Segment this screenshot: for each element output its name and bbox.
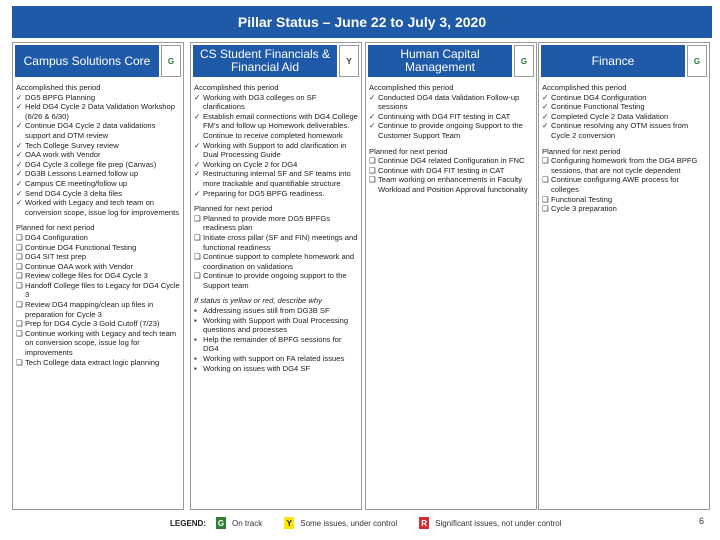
list-item: ❑ Continue OAA work with Vendor: [16, 261, 134, 271]
accomplished-list: [369, 93, 533, 141]
legend: [170, 516, 583, 530]
list-item: ❑ Continue with DG4 FIT testing in CAT: [369, 165, 505, 175]
column-title: Campus Solutions Core: [15, 45, 159, 77]
list-item: ✓ Continuing with DG4 FIT testing in CAT: [369, 111, 511, 121]
list-item: ❑ Initiate cross pillar (SF and FIN) meetings and functional readiness: [194, 232, 358, 252]
check-icon: ✓: [16, 140, 23, 150]
list-item: ❑ DG4 Configuration: [16, 232, 88, 242]
list-item: ❑ Team working on enhancements in Faculty Workload and Position Approval functionality: [369, 175, 528, 194]
check-icon: ✓: [369, 92, 376, 102]
check-icon: ✓: [369, 111, 376, 121]
planned-list: [194, 214, 358, 291]
page-title: Pillar Status – June 22 to July 3, 2020: [12, 6, 712, 38]
list-item: ✓ Restructuring internal SF and SF teams into more trackable and quantifiable structure: [194, 169, 351, 188]
list-item: ✓ Establish email connections with DG4 College FM’s and follow up Homework deliverables. Continue to receive completed homework: [194, 111, 358, 140]
list-item: ❑ Prep for DG4 Cycle 3 Gold Cutoff (7/23): [16, 319, 160, 329]
status-badge: Y: [339, 45, 359, 77]
list-item: ❑ Tech College data extract logic planning: [16, 357, 160, 367]
list-item: ▪ Working on issues with DG4 SF: [194, 363, 311, 373]
check-icon: ✓: [194, 188, 201, 198]
list-item: ❑ Review DG4 mapping/clean up files in preparation for Cycle 3: [16, 300, 154, 319]
check-icon: ✓: [194, 159, 201, 169]
column-human-capital-management: [365, 42, 537, 510]
check-icon: ✓: [194, 92, 201, 102]
column-header: [13, 43, 183, 81]
list-item: ▪ Working with Support with Dual Processing questions and processes: [194, 315, 349, 335]
legend-red-text: Significant issues, not under control: [435, 518, 562, 528]
checkbox-icon: ❑: [16, 252, 23, 262]
checkbox-icon: ❑: [16, 357, 23, 367]
list-item: ✓ Working with DG3 colleges on SF clarifications: [194, 92, 317, 112]
section-heading: Planned for next period: [542, 146, 621, 156]
column-title: CS Student Financials & Financial Aid: [193, 45, 337, 77]
legend-green-swatch: G: [217, 518, 225, 528]
checkbox-icon: ❑: [369, 175, 376, 185]
square-bullet-icon: ▪: [194, 363, 197, 373]
legend-green-text: On track: [232, 518, 263, 528]
checkbox-icon: ❑: [542, 175, 549, 185]
list-item: ❑ Continue support to complete homework and coordination on validations: [194, 252, 355, 271]
check-icon: ✓: [542, 102, 549, 112]
list-item: ✓ Working with Support to add clarification in Dual Processing Guide: [194, 140, 347, 160]
list-item: ❑ Review college files for DG4 Cycle 3: [16, 271, 148, 281]
list-item: ❑ Functional Testing: [542, 194, 613, 204]
accomplished-list: [542, 93, 706, 141]
planned-list: [542, 156, 706, 214]
section-heading: Planned for next period: [369, 146, 448, 156]
square-bullet-icon: ▪: [194, 334, 197, 344]
section-heading: Accomplished this period: [16, 83, 101, 92]
check-icon: ✓: [194, 111, 201, 121]
column-header: [539, 43, 709, 81]
list-item: ✓ Conducted DG4 data Validation Follow-up sessions: [369, 92, 520, 112]
list-item: ✓ DG5 BPFG Planning: [16, 92, 96, 102]
section-heading: Accomplished this period: [194, 83, 279, 92]
list-item: ✓ Working on Cycle 2 for DG4: [194, 159, 298, 169]
checkbox-icon: ❑: [194, 271, 201, 281]
list-item: ✓ Tech College Survey review: [16, 140, 119, 150]
check-icon: ✓: [16, 178, 23, 188]
section-heading: Planned for next period: [194, 204, 273, 214]
checkbox-icon: ❑: [369, 156, 376, 166]
list-item: ✓ Preparing for DG5 BPFG readiness.: [194, 188, 325, 198]
column-body: [194, 83, 358, 373]
list-item: ❑ Configuring homework from the DG4 BPFG sessions, that are not cycle dependent: [542, 156, 698, 175]
check-icon: ✓: [16, 169, 23, 179]
list-item: ✓ Continue resolving any OTM issues from Cycle 2 conversion: [542, 121, 689, 140]
list-item: ✓ Continue DG4 Configuration: [542, 92, 647, 102]
list-item: ❑ Cycle 3 preparation: [542, 204, 617, 214]
list-item: ❑ Continue DG4 related Configuration in FNC: [369, 156, 525, 166]
square-bullet-icon: ▪: [194, 354, 197, 364]
column-title: Human Capital Management: [368, 45, 512, 77]
list-item: ❑ Handoff College files to Legacy for DG4 Cycle 3: [16, 280, 180, 300]
checkbox-icon: ❑: [16, 232, 23, 242]
check-icon: ✓: [16, 198, 23, 208]
section-heading: Accomplished this period: [542, 83, 627, 92]
list-item: ✓ Held DG4 Cycle 2 Data Validation Workshop (6/26 & 6/30): [16, 102, 175, 121]
checkbox-icon: ❑: [16, 300, 23, 310]
list-item: ✓ Worked with Legacy and tech team on conversion scope, issue log for improvements: [16, 198, 180, 217]
check-icon: ✓: [16, 92, 23, 102]
legend-label: LEGEND:: [170, 518, 206, 528]
legend-red-swatch: R: [419, 517, 429, 529]
checkbox-icon: ❑: [16, 280, 23, 290]
list-item: ✓ Completed Cycle 2 Data Validation: [542, 111, 669, 121]
check-icon: ✓: [194, 140, 201, 150]
list-item: ✓ DG3B Lessons Learned follow up: [16, 169, 139, 179]
square-bullet-icon: ▪: [194, 306, 197, 316]
list-item: ✓ Continue to provide ongoing Support to the Customer Support Team: [369, 121, 523, 140]
accomplished-list: [16, 93, 180, 218]
list-item: ✓ Send DG4 Cycle 3 delta files: [16, 188, 123, 198]
checkbox-icon: ❑: [16, 328, 23, 338]
status-note: If status is yellow or red, describe why: [194, 296, 322, 306]
planned-list: [369, 156, 533, 194]
square-bullet-icon: ▪: [194, 315, 197, 325]
column-cs-student-financials: [190, 42, 362, 510]
checkbox-icon: ❑: [16, 242, 23, 252]
column-campus-solutions-core: [12, 42, 184, 510]
list-item: ❑ Planned to provide more DG5 BPFGs readiness plan: [194, 213, 331, 233]
section-heading: Accomplished this period: [369, 83, 454, 92]
list-item: ✓ OAA work with Vendor: [16, 150, 101, 160]
section-heading: Planned for next period: [16, 223, 95, 233]
check-icon: ✓: [369, 121, 376, 131]
checkbox-icon: ❑: [16, 261, 23, 271]
planned-list: [16, 233, 180, 367]
status-badge: G: [161, 45, 181, 77]
list-item: ▪ Addressing issues still from DG3B SF: [194, 306, 330, 316]
check-icon: ✓: [16, 150, 23, 160]
column-body: [369, 83, 533, 195]
list-item: ✓ Continue DG4 Cycle 2 data validations support and OTM review: [16, 121, 156, 140]
column-header: [366, 43, 536, 81]
check-icon: ✓: [16, 188, 23, 198]
column-title: Finance: [541, 45, 685, 77]
checkbox-icon: ❑: [194, 213, 201, 223]
page-number: 6: [698, 516, 704, 526]
accomplished-list: [194, 93, 358, 199]
status-badge: G: [514, 45, 534, 77]
column-body: [542, 83, 706, 214]
check-icon: ✓: [542, 121, 549, 131]
list-item: ✓ Campus CE meeting/follow up: [16, 178, 128, 188]
legend-yellow-text: Some issues, under control: [300, 518, 398, 528]
list-item: ✓ Continue Functional Testing: [542, 102, 645, 112]
list-item: ❑ Continue to provide ongoing support to the Support team: [194, 271, 347, 290]
checkbox-icon: ❑: [542, 194, 549, 204]
check-icon: ✓: [16, 159, 23, 169]
note-list: [194, 306, 358, 373]
checkbox-icon: ❑: [16, 271, 23, 281]
list-item: ✓ DG4 Cycle 3 college file prep (Canvas): [16, 159, 157, 169]
column-finance: [538, 42, 710, 510]
checkbox-icon: ❑: [16, 319, 23, 329]
checkbox-icon: ❑: [194, 252, 201, 262]
list-item: ❑ DG4 SIT test prep: [16, 252, 87, 262]
status-badge: G: [687, 45, 707, 77]
check-icon: ✓: [16, 102, 23, 112]
checkbox-icon: ❑: [194, 232, 201, 242]
checkbox-icon: ❑: [542, 204, 549, 214]
list-item: ❑ Continue working with Legacy and tech team on conversion scope, issue log for improvements: [16, 328, 177, 358]
checkbox-icon: ❑: [369, 165, 376, 175]
column-body: [16, 83, 180, 367]
list-item: ❑ Continue configuring AWE process for colleges: [542, 175, 680, 194]
check-icon: ✓: [542, 111, 549, 121]
list-item: ▪ Help the remainder of BPFG sessions for DG4: [194, 334, 342, 354]
legend-yellow-swatch: Y: [284, 517, 294, 529]
column-header: [191, 43, 361, 81]
checkbox-icon: ❑: [542, 156, 549, 166]
check-icon: ✓: [194, 169, 201, 179]
check-icon: ✓: [542, 92, 549, 102]
list-item: ❑ Continue DG4 Functional Testing: [16, 242, 137, 252]
list-item: ▪ Working with support on FA related issues: [194, 354, 345, 364]
check-icon: ✓: [16, 121, 23, 131]
